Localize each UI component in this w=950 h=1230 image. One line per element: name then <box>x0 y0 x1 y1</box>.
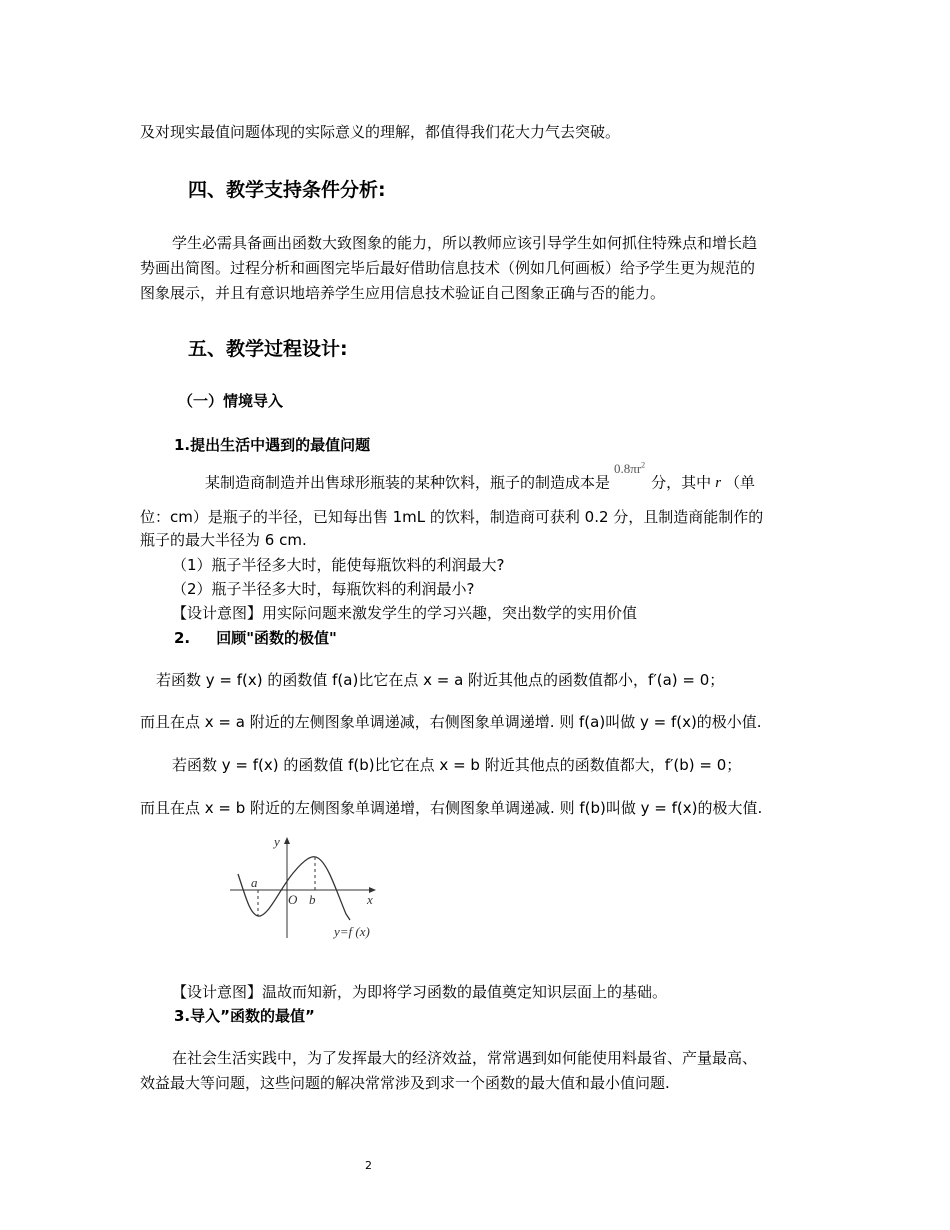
section4-line-3: 图象展示，并且有意识地培养学生应用信息技术验证自己图象正确与否的能力。 <box>140 284 666 302</box>
page-number: 2 <box>365 1159 372 1172</box>
section4-line-2: 势画出简图。过程分析和画图完毕后最好借助信息技术（例如几何画板）给予学生更为规范的 <box>140 259 756 277</box>
origin-label: O <box>288 892 298 907</box>
b-label: b <box>309 892 316 907</box>
intro-line: 及对现实最值问题体现的实际意义的理解，都值得我们花大力气去突破。 <box>140 123 621 141</box>
item2-line-4: 而且在点 x = b 附近的左侧图象单调递增，右侧图象单调递减. 则 f(b)叫做 y = f(x)的极大值. <box>140 799 763 817</box>
design-intent-2: 【设计意图】温故而知新，为即将学习函数的最值奠定知识层面上的基础。 <box>172 983 668 1001</box>
item2-line-3: 若函数 y = f(x) 的函数值 f(b)比它在点 x = b 附近其他点的函数值都大，f′(b) = 0； <box>172 756 742 774</box>
section4-line-1: 学生必需具备画出函数大致图象的能力，所以教师应该引导学生如何抓住特殊点和增长趋 <box>172 234 758 252</box>
design-intent-1: 【设计意图】用实际问题来激发学生的学习兴趣，突出数学的实用价值 <box>172 604 638 622</box>
item1-title: 1.提出生活中遇到的最值问题 <box>174 436 371 454</box>
section5-heading: 五、教学过程设计: <box>188 338 348 360</box>
item2-line-1: 若函数 y = f(x) 的函数值 f(a)比它在点 x = a 附近其他点的函数值都小，f′(a) = 0； <box>156 671 725 689</box>
item1-line-1-text: 某制造商制造并出售球形瓶装的某种饮料，瓶子的制造成本是 <box>205 473 611 492</box>
item1-line-2: 位：cm）是瓶子的半径，已知每出售 1mL 的饮料，制造商可获利 0.2 分，且制造商能制作的 <box>140 508 764 526</box>
cost-formula <box>614 461 645 476</box>
cost-formula-base: 0.8πr <box>614 461 642 477</box>
y-axis-label: y <box>274 834 280 849</box>
cost-formula-exponent: 2 <box>641 461 646 470</box>
radius-variable: r <box>715 475 722 492</box>
item1-line-1-end: （单 <box>725 473 756 492</box>
item1-line-1-unit: 分，其中 <box>651 473 712 492</box>
item2-title: 2. 回顾"函数的极值" <box>174 629 337 647</box>
a-label: a <box>251 875 258 890</box>
extremum-graph <box>220 828 390 948</box>
item3-title: 3.导入”函数的最值” <box>174 1007 315 1025</box>
item3-line-2: 效益最大等问题，这些问题的解决常常涉及到求一个函数的最大值和最小值问题. <box>140 1074 670 1092</box>
x-axis-label: x <box>367 892 373 907</box>
item3-line-1: 在社会生活实践中，为了发挥最大的经济效益，常常遇到如何能使用料最省、产量最高、 <box>172 1049 758 1067</box>
question-1: （1）瓶子半径多大时，能使每瓶饮料的利润最大? <box>172 556 505 574</box>
item2-line-2: 而且在点 x = a 附近的左侧图象单调递减，右侧图象单调递增. 则 f(a)叫做 y = f(x)的极小值. <box>140 713 762 731</box>
section4-heading: 四、教学支持条件分析: <box>188 179 386 201</box>
item1-line-3: 瓶子的最大半径为 6 cm. <box>140 531 307 549</box>
question-2: （2）瓶子半径多大时，每瓶饮料的利润最小? <box>172 580 475 598</box>
curve-label: y=f (x) <box>334 924 370 939</box>
subsection-1-title: （一）情境导入 <box>178 392 284 410</box>
